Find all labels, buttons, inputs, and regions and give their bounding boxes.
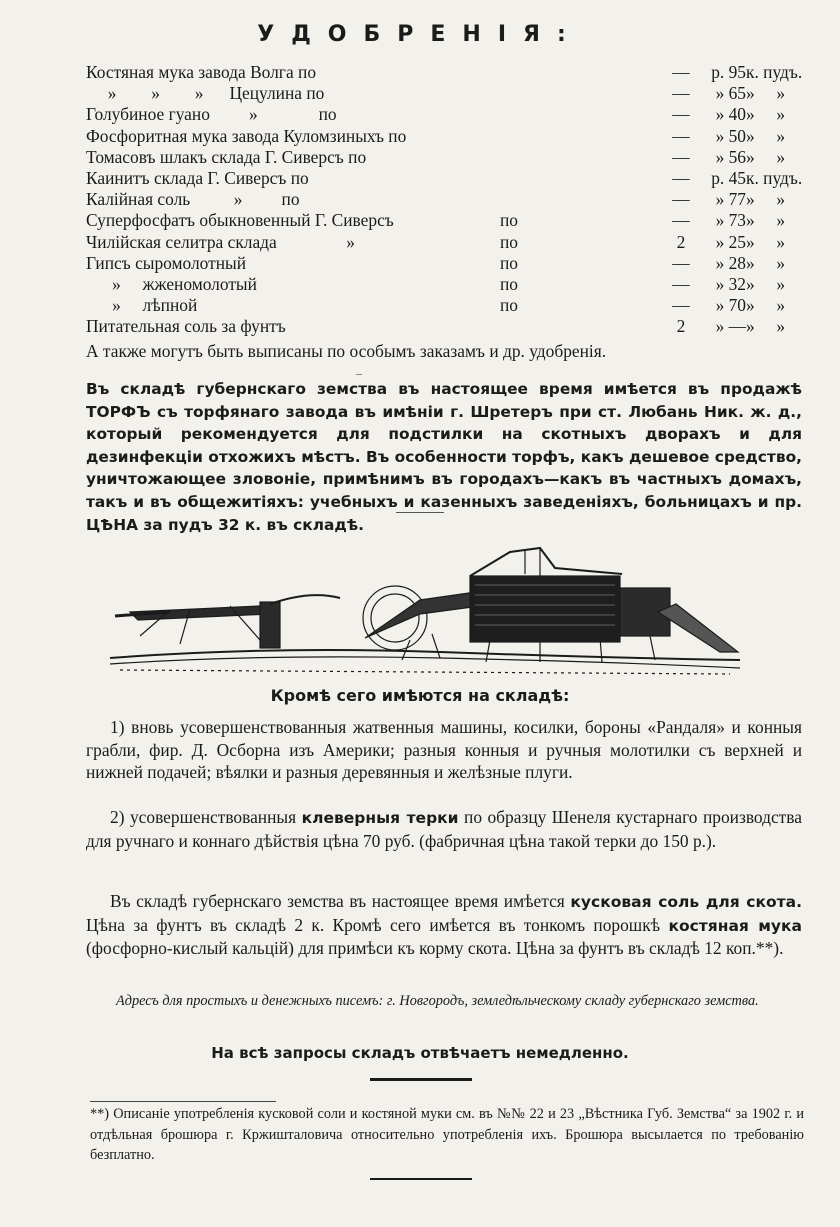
price-item-unit: » » [746, 210, 786, 231]
section-subheading: Кромѣ сего имѣются на складѣ: [270, 686, 570, 705]
price-note: А также могутъ быть выписаны по особымъ заказамъ и др. удобренія. [86, 341, 607, 361]
item-1 [86, 716, 802, 784]
price-row [86, 316, 786, 337]
price-item-rubles: — [672, 273, 690, 294]
price-item-unit: » » [746, 189, 786, 210]
price-item-rubles: — [672, 125, 690, 146]
price-row [86, 252, 786, 274]
price-item-value: » — [715, 316, 746, 337]
footnote: **) Описаніе употребленія кусковой соли и костяной муки см. въ №№ 22 и 23 „Вѣстника Губ. Земства“ за 1902 г. и отдѣльная брошюра г. Кржишталовича относительно употребленія ихъ. Брошюра высылается по требованію безплатно. [90, 1106, 804, 1163]
price-item-rubles: — [672, 189, 690, 210]
price-row [86, 146, 786, 168]
footnote-rule [90, 1101, 276, 1102]
price-item-po: по [500, 295, 519, 316]
price-item-value: » 25 [715, 231, 746, 252]
price-row [86, 125, 786, 147]
price-item-name: Голубиное гуано » по [86, 104, 337, 125]
price-item-name: Чилійская селитра склада » [86, 231, 355, 252]
item-2-text-a: 2) усовершенствованныя [110, 807, 302, 827]
price-item-po: по [500, 273, 519, 294]
price-item-unit: » » [746, 231, 786, 252]
price-item-rubles: — [672, 146, 690, 167]
price-item-unit: » » [746, 316, 786, 337]
price-item-unit: » » [746, 83, 786, 104]
item-2-highlight: клеверныя терки [301, 809, 459, 827]
price-item-value: р. 45 [711, 167, 746, 188]
price-item-rubles: — [672, 167, 690, 188]
salt-text-e: (фосфорно-кислый кальцій) для примѣси къ корму скота. Цѣна за фунтъ въ складѣ 12 коп.**). [86, 938, 784, 958]
salt-paragraph [86, 890, 802, 960]
small-dash-mark: ‒ [356, 366, 362, 380]
price-row [86, 231, 786, 253]
salt-text-c: Цѣна за фунтъ въ складѣ 2 к. Кромѣ сего имѣется въ тонкомъ порошкѣ [86, 914, 669, 935]
price-item-unit: » » [746, 104, 786, 125]
price-row [86, 167, 803, 189]
page-title: УДОБРЕНІЯ: [257, 22, 583, 47]
price-item-unit: к. пудъ. [746, 167, 803, 188]
price-item-value: » 65 [715, 83, 746, 104]
price-item-unit: к. пудъ. [746, 62, 803, 82]
price-item-value: » 70 [715, 295, 746, 316]
price-item-name: » » » Цецулина по [86, 83, 325, 104]
price-row [86, 295, 786, 316]
salt-highlight: кусковая соль для скота. [570, 893, 802, 911]
price-item-value: » 28 [715, 252, 746, 273]
price-item-rubles: — [672, 83, 690, 104]
item-2-text-c: по образцу Шенеля кустарнаго производства для ручнаго и коннаго дѣйствія цѣна 70 руб. (фабричная цѣна такой терки до 150 р.). [86, 807, 802, 851]
price-item-name: Костяная мука завода Волга по [86, 62, 317, 82]
salt-text-a: Въ складѣ губернскаго земства въ настоящее время имѣется [110, 891, 571, 911]
price-item-value: » 40 [715, 104, 746, 125]
price-item-value: » 77 [715, 189, 746, 210]
price-item-po: по [500, 252, 519, 273]
item-1-text: 1) вновь усовершенствованныя жатвенныя машины, косилки, бороны «Рандаля» и конныя грабли, фир. Д. Осборна изъ Америки; разныя конныя и ручныя молотилки съ верхней и нижней подачей; вѣялки и разныя деревянныя и желѣзные плуги. [86, 717, 802, 782]
price-row [86, 62, 803, 83]
price-row [86, 189, 786, 210]
peat-notice [86, 378, 802, 536]
price-item-value: » 50 [715, 125, 746, 146]
threshing-machine-engraving [110, 540, 740, 680]
price-item-name: Питательная соль за фунтъ [86, 316, 286, 337]
price-item-rubles: — [672, 210, 690, 231]
price-row [86, 210, 786, 231]
price-list [86, 62, 803, 337]
price-item-unit: » » [746, 295, 786, 316]
price-item-rubles: — [672, 62, 690, 82]
price-item-value: » 56 [715, 146, 746, 167]
price-item-name: Калійная соль » по [86, 189, 300, 210]
peat-paragraph: Въ складѣ губернскаго земства въ настоящее время имѣется въ продажѣ ТОРФЪ съ торфянаго завода въ имѣніи г. Шретеръ при ст. Любань Ник. ж. д., который рекомендуется для подстилки на скотныхъ дворахъ и для дезинфекціи отхожихъ мѣстъ. Въ особенности торфъ, какъ дешевое средство, уничтожающее зловоніе, примѣнимъ въ городахъ—какъ въ частныхъ домахъ, такъ и въ общежитіяхъ: учебныхъ и казенныхъ заведеніяхъ, больницахъ и пр. ЦѢНА за пудъ 32 к. въ складѣ. [86, 380, 802, 534]
price-item-po: по [500, 210, 519, 231]
price-item-value: » 73 [715, 210, 746, 231]
bone-meal-highlight: костяная мука [668, 916, 802, 935]
price-item-name: Каинитъ склада Г. Сиверсъ по [86, 167, 309, 188]
separator [396, 512, 444, 513]
address-line: Адресъ для простыхъ и денежныхъ писемъ: г. Новгородъ, земледѣльческому складу губернскаго земства. [116, 993, 759, 1009]
price-item-name: Томасовъ шлакъ склада Г. Сиверсъ по [86, 146, 367, 167]
price-item-unit: » » [746, 146, 786, 167]
price-item-rubles: — [672, 295, 690, 316]
price-row [86, 273, 786, 295]
price-item-unit: » » [746, 273, 786, 294]
price-item-name: Фосфоритная мука завода Куломзиныхъ по [86, 125, 407, 146]
rule-top [370, 1078, 472, 1081]
price-item-name: Суперфосфатъ обыкновенный Г. Сиверсъ [86, 210, 394, 231]
price-item-unit: » » [746, 125, 786, 146]
price-item-unit: » » [746, 252, 786, 273]
rule-bottom [370, 1178, 472, 1180]
price-row [86, 104, 786, 125]
price-item-po: по [500, 231, 519, 252]
reply-notice: На всѣ запросы складъ отвѣчаетъ немедленно. [211, 1044, 629, 1062]
price-item-rubles: 2 [676, 231, 686, 252]
price-item-value: р. 95 [711, 62, 746, 82]
price-item-name: » жженомолотый [86, 273, 257, 294]
price-item-name: Гипсъ сыромолотный [86, 252, 247, 273]
price-item-rubles: — [672, 252, 690, 273]
price-item-name: » лѣпной [86, 295, 198, 316]
price-item-rubles: 2 [676, 316, 686, 337]
price-item-rubles: — [672, 104, 690, 125]
item-2 [86, 806, 802, 852]
price-item-value: » 32 [715, 273, 746, 294]
price-row [86, 83, 786, 104]
